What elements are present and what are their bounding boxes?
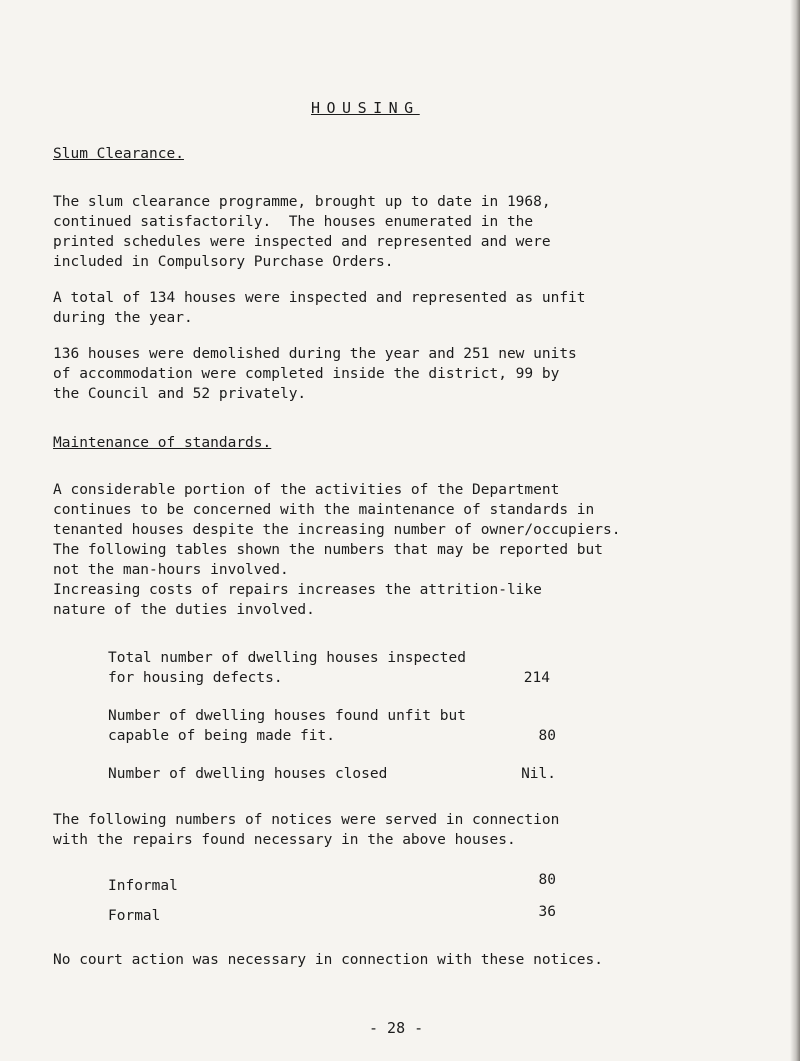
slum-paragraph-3-line-3: the Council and 52 privately.: [53, 386, 307, 402]
maintenance-paragraph-line-4: The following tables shown the numbers that may be reported but: [53, 542, 603, 558]
section-heading-slum-clearance: Slum Clearance.: [53, 146, 184, 162]
maintenance-paragraph-line-5: not the man-hours involved.: [53, 562, 289, 578]
stat-closed-value: Nil.: [521, 766, 556, 782]
court-action-note: No court action was necessary in connection with these notices.: [53, 952, 603, 968]
stat-closed-label: Number of dwelling houses closed: [108, 766, 388, 782]
maintenance-paragraph-line-2: continues to be concerned with the maintenance of standards in: [53, 502, 595, 518]
stat-unfit-value: 80: [538, 728, 556, 744]
slum-paragraph-1-line-2: continued satisfactorily. The houses enumerated in the: [53, 214, 534, 230]
notices-paragraph-line-2: with the repairs found necessary in the above houses.: [53, 832, 516, 848]
stat-unfit-label-line-1: Number of dwelling houses found unfit but: [108, 708, 466, 724]
slum-paragraph-1-line-3: printed schedules were inspected and represented and were: [53, 234, 551, 250]
notice-informal-value: 80: [538, 872, 556, 888]
page-title: HOUSING: [311, 99, 420, 117]
notices-paragraph-line-1: The following numbers of notices were served in connection: [53, 812, 560, 828]
slum-paragraph-2-line-1: A total of 134 houses were inspected and represented as unfit: [53, 290, 586, 306]
stat-inspected-label-line-1: Total number of dwelling houses inspected: [108, 650, 466, 666]
slum-paragraph-3-line-1: 136 houses were demolished during the year and 251 new units: [53, 346, 577, 362]
slum-paragraph-2-line-2: during the year.: [53, 310, 193, 326]
maintenance-paragraph-line-6: Increasing costs of repairs increases the attrition-like: [53, 582, 542, 598]
slum-paragraph-1-line-1: The slum clearance programme, brought up to date in 1968,: [53, 194, 551, 210]
notice-formal-value: 36: [538, 904, 556, 920]
section-heading-maintenance: Maintenance of standards.: [53, 435, 272, 451]
page-edge-shadow: [790, 0, 800, 1061]
maintenance-paragraph-line-7: nature of the duties involved.: [53, 602, 315, 618]
notice-formal-label: Formal: [108, 908, 161, 924]
maintenance-paragraph-line-1: A considerable portion of the activities of the Department: [53, 482, 560, 498]
stat-inspected-value: 214: [523, 670, 550, 686]
page-number: - 28 -: [369, 1019, 424, 1037]
slum-paragraph-1-line-4: included in Compulsory Purchase Orders.: [53, 254, 394, 270]
notice-informal-label: Informal: [108, 878, 178, 894]
slum-paragraph-3-line-2: of accommodation were completed inside the district, 99 by: [53, 366, 560, 382]
maintenance-paragraph-line-3: tenanted houses despite the increasing number of owner/occupiers.: [53, 522, 621, 538]
stat-inspected-label-line-2: for housing defects.: [108, 670, 283, 686]
stat-unfit-label-line-2: capable of being made fit.: [108, 728, 335, 744]
